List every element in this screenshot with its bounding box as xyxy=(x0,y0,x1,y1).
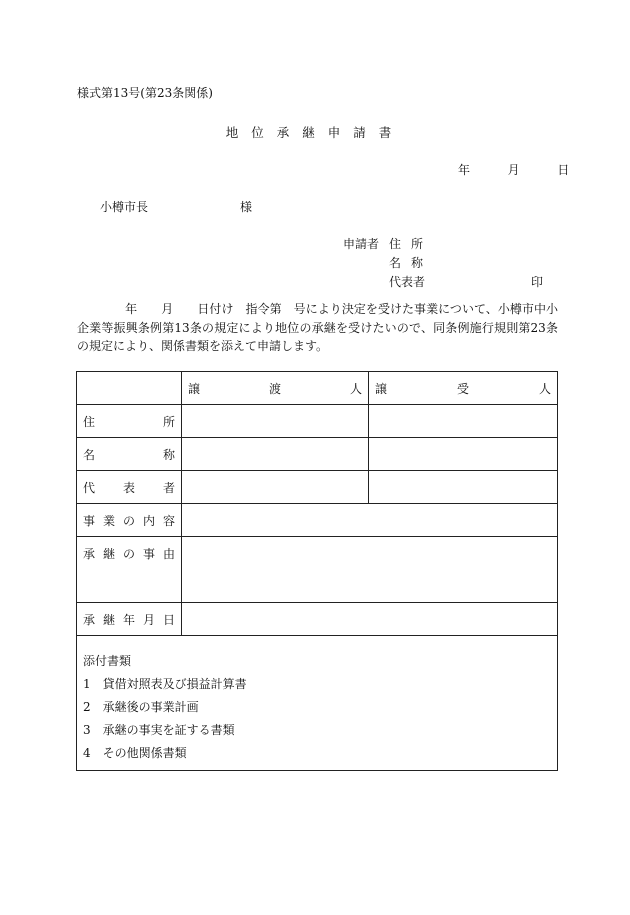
header-transferee: 譲受人 xyxy=(369,372,558,405)
applicant-role: 申請者 xyxy=(343,237,380,251)
succession-date-cell[interactable] xyxy=(182,603,558,636)
attachments-cell xyxy=(77,636,558,771)
attachments-row xyxy=(77,636,558,771)
succession-table xyxy=(76,371,558,771)
form-number: 様式第13号(第23条関係) xyxy=(77,86,213,100)
transferee-name-cell[interactable] xyxy=(369,438,558,471)
addressee-name: 小樽市長 xyxy=(100,200,149,214)
date-day: 日 xyxy=(557,163,570,177)
succession-reason-cell[interactable] xyxy=(182,537,558,603)
business-content-cell[interactable] xyxy=(182,504,558,537)
transferor-representative-cell[interactable] xyxy=(182,471,369,504)
document-title: 地位承継申請書 xyxy=(225,125,405,140)
applicant-name-label: 名称 xyxy=(389,256,434,270)
application-statement: 年 月 日付け 指令第 号により決定を受けた事業について、小樽市中小企業等振興条例第13条の規定により地位の承継を受けたいので、同条例施行規則第23条の規定により、関係書類を添えて申請します。 xyxy=(77,302,558,353)
date-line xyxy=(458,161,569,178)
applicant-representative-label: 代表者 xyxy=(389,275,426,289)
row-label-address: 住所 xyxy=(77,405,182,438)
row-label-business: 事業の内容 xyxy=(77,504,182,537)
transferor-address-cell[interactable] xyxy=(182,405,369,438)
date-month: 月 xyxy=(507,163,520,177)
row-label-name: 名称 xyxy=(77,438,182,471)
applicant-address-label: 住所 xyxy=(389,237,434,251)
addressee xyxy=(100,198,252,215)
table-row xyxy=(77,438,558,471)
table-row xyxy=(77,405,558,438)
seal-mark: 印 xyxy=(531,275,544,289)
table-row xyxy=(77,471,558,504)
addressee-honorific: 様 xyxy=(240,200,253,214)
header-empty-cell xyxy=(77,372,182,405)
table-header-row xyxy=(77,372,558,405)
header-transferor: 譲渡人 xyxy=(182,372,369,405)
attachments-title: 添付書類 xyxy=(83,654,132,668)
list-item: 2 承継後の事業計画 xyxy=(83,700,199,714)
row-label-date: 承継年月日 xyxy=(77,603,182,636)
list-item: 1 貸借対照表及び損益計算書 xyxy=(83,677,247,691)
transferee-representative-cell[interactable] xyxy=(369,471,558,504)
date-year: 年 xyxy=(458,163,471,177)
applicant-block xyxy=(343,235,543,292)
row-label-representative: 代表者 xyxy=(77,471,182,504)
list-item: 4 その他関係書類 xyxy=(83,746,187,760)
table-row xyxy=(77,504,558,537)
list-item: 3 承継の事実を証する書類 xyxy=(83,723,235,737)
row-label-reason: 承継の事由 xyxy=(77,537,182,603)
transferee-address-cell[interactable] xyxy=(369,405,558,438)
transferor-name-cell[interactable] xyxy=(182,438,369,471)
table-row xyxy=(77,603,558,636)
table-row xyxy=(77,537,558,603)
